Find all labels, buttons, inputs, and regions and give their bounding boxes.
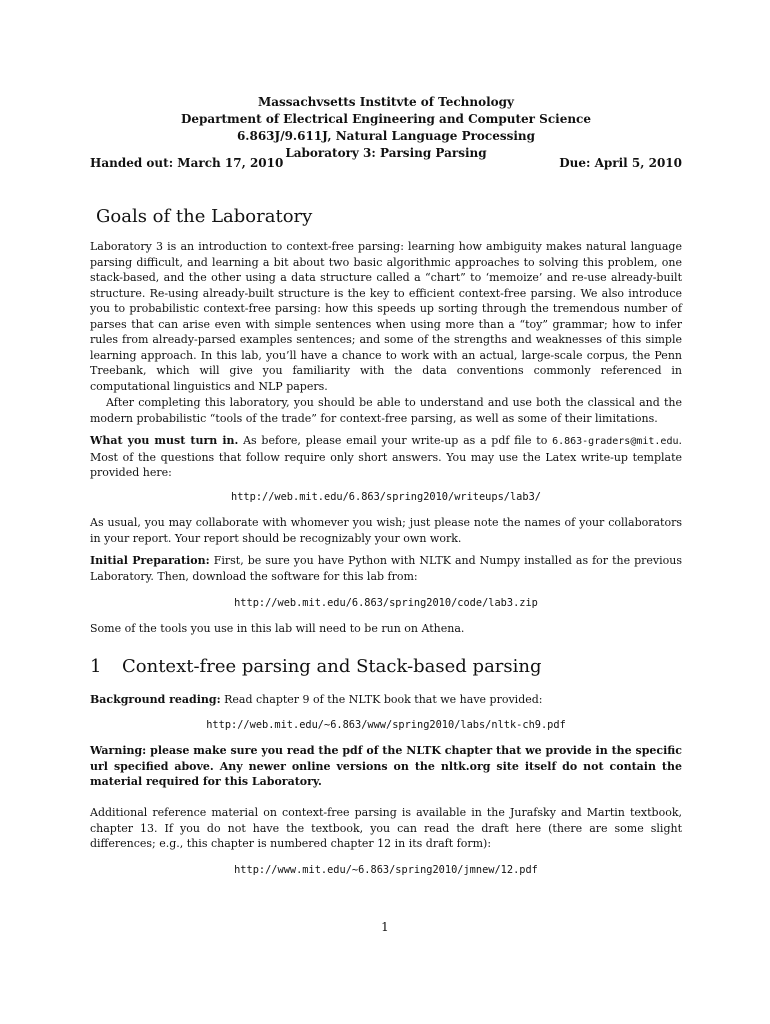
institution: Massachvsetts Institvte of Technology: [257, 95, 515, 109]
nltk-chapter-url-link[interactable]: http://web.mit.edu/~6.863/www/spring2010/labs/nltk-ch9.pdf: [206, 719, 566, 731]
handed-out-date: Handed out: March 17, 2010: [90, 156, 284, 170]
turn-in-paragraph: [90, 433, 682, 481]
section-1-number: 1: [90, 656, 102, 677]
lab-title: Laboratory 3: Parsing Parsing: [285, 146, 487, 160]
course-header: [90, 94, 682, 162]
department: Department of Electrical Engineering and Computer Science: [180, 112, 591, 126]
goals-after-paragraph: After completing this laboratory, you should be able to understand and use both the classical and the modern probabilistic “tools of the trade” for context-free parsing, as well as some of their limitations.: [90, 396, 682, 425]
goals-intro-paragraph: Laboratory 3 is an introduction to context-free parsing: learning how ambiguity makes natural language parsing difficult, and learning a bit about two basic algorithmic approaches to solving this problem, one stack-based, and the other using a data structure called a “chart” to ‘memoize’ and re-use already-built structure. Re-using already-built structure is the key to efficient context-free parsing. We also introduce you to probabilistic context-free parsing: how this speeds up sorting through the tremendous number of parses that can arise even with simple sentences when using more than a “toy” grammar; how to infer rules from already-parsed examples sentences; and some of the strengths and weaknesses of this simple learning approach. In this lab, you’ll have a chance to work with an actual, large-scale corpus, the Penn Treebank, which will give you familiarity with the data conventions commonly referenced in computational linguistics and NLP papers.: [90, 240, 682, 393]
collaboration-paragraph: As usual, you may collaborate with whomever you wish; just please note the names of your collaborators in your report. Your report should be recognizably your own work.: [90, 516, 682, 545]
preparation-paragraph: [90, 553, 682, 584]
jurafsky-draft-url-link[interactable]: http://www.mit.edu/~6.863/spring2010/jmnew/12.pdf: [234, 864, 538, 876]
goals-heading: Goals of the Laboratory: [96, 206, 313, 227]
background-reading-paragraph: [90, 692, 682, 708]
turn-in-text-2: . Most of the questions that follow require only short answers. You may use the Latex write-up template provided here:: [90, 434, 682, 479]
background-reading-lead: Background reading:: [90, 693, 221, 706]
turn-in-lead: What you must turn in.: [90, 434, 239, 447]
section-1-title: Context-free parsing and Stack-based parsing: [122, 656, 542, 677]
writeup-url-link[interactable]: http://web.mit.edu/6.863/spring2010/writeups/lab3/: [231, 491, 541, 503]
preparation-lead: Initial Preparation:: [90, 554, 210, 567]
course-title: 6.863J/9.611J, Natural Language Processing: [236, 129, 536, 143]
background-reading-text: Read chapter 9 of the NLTK book that we have provided:: [220, 693, 543, 706]
preparation-text: First, be sure you have Python with NLTK and Numpy installed as for the previous Laboratory. Then, download the software for this lab from:: [90, 554, 682, 583]
code-url-link[interactable]: http://web.mit.edu/6.863/spring2010/code/lab3.zip: [234, 597, 538, 609]
turn-in-text-1: As before, please email your write-up as a pdf file to: [238, 434, 553, 447]
due-date: Due: April 5, 2010: [559, 156, 682, 170]
athena-note: Some of the tools you use in this lab will need to be run on Athena.: [90, 622, 465, 635]
dates-row: [90, 156, 682, 170]
page-number: 1: [381, 920, 389, 934]
additional-reference-paragraph: Additional reference material on context-free parsing is available in the Jurafsky and Martin textbook, chapter 13. If you do not have the textbook, you can read the draft here (there are some slight differences; e.g., this chapter is numbered chapter 12 in its draft form):: [90, 806, 682, 850]
section-1-heading: [90, 656, 542, 677]
warning-paragraph: Warning: please make sure you read the pdf of the NLTK chapter that we provide in the specific url specified above. Any newer online versions on the nltk.org site itself do not contain the material required for this Laboratory.: [90, 744, 682, 788]
graders-email-link[interactable]: 6.863-graders@mit.edu: [552, 436, 679, 447]
